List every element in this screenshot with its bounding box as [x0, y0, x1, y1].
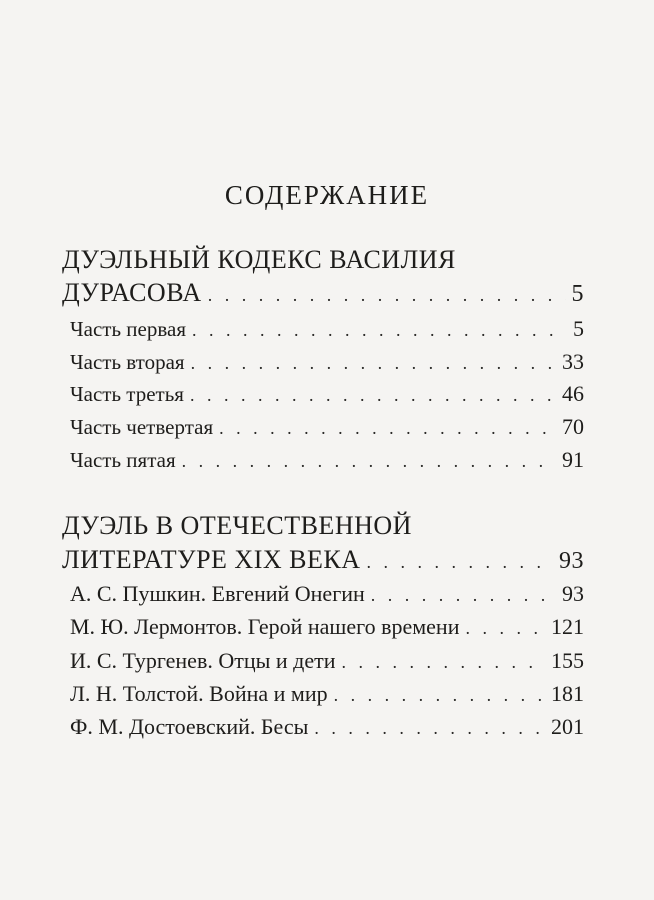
toc-entry[interactable]	[70, 681, 584, 707]
toc-page-number: 5	[573, 316, 584, 341]
toc-entry-label: Часть первая	[70, 317, 186, 341]
toc-entry-label: И. С. Тургенев. Отцы и дети	[70, 648, 336, 673]
toc-page-number: 155	[551, 648, 584, 673]
toc-page-number: 33	[562, 349, 584, 374]
toc-entry-label: М. Ю. Лермонтов. Герой нашего времени	[70, 614, 460, 639]
toc-entry-label: Ф. М. Достоевский. Бесы	[70, 714, 309, 739]
toc-entry-section-1[interactable]	[62, 278, 584, 308]
toc-entry-label: ЛИТЕРАТУРЕ XIX ВЕКА	[62, 545, 361, 574]
toc-entry[interactable]	[70, 648, 584, 674]
dot-leader	[182, 451, 556, 472]
toc-page-number: 70	[562, 414, 584, 439]
toc-page-number: 46	[562, 381, 584, 406]
toc-page-number: 121	[551, 614, 584, 639]
toc-entry[interactable]	[70, 581, 584, 607]
toc-entry[interactable]	[70, 414, 584, 440]
toc-page-number: 91	[562, 447, 584, 472]
toc-entry[interactable]	[70, 714, 584, 740]
toc-page-number: 93	[559, 548, 584, 574]
dot-leader	[314, 718, 545, 739]
dot-leader	[342, 652, 545, 673]
toc-entry[interactable]	[70, 447, 584, 473]
dot-leader	[190, 385, 556, 406]
dot-leader	[366, 552, 553, 573]
toc-entry-label: ДУРАСОВА	[62, 278, 202, 307]
toc-entry[interactable]	[70, 349, 584, 375]
section-heading-1: ДУЭЛЬНЫЙ КОДЕКС ВАСИЛИЯ	[62, 245, 456, 274]
toc-entry-label: А. С. Пушкин. Евгений Онегин	[70, 581, 365, 606]
toc-entry[interactable]	[70, 316, 584, 342]
toc-page-number: 5	[571, 281, 584, 307]
dot-leader	[334, 685, 545, 706]
toc-entry[interactable]	[70, 614, 584, 640]
toc-entry-label: Часть третья	[70, 382, 184, 406]
dot-leader	[192, 320, 567, 341]
toc-entry[interactable]	[70, 381, 584, 407]
toc-entry-label: Часть вторая	[70, 350, 185, 374]
toc-page-number: 93	[562, 581, 584, 606]
toc-entry-label: Л. Н. Толстой. Война и мир	[70, 681, 328, 706]
toc-page-number: 181	[551, 681, 584, 706]
section-heading-2: ДУЭЛЬ В ОТЕЧЕСТВЕННОЙ	[62, 511, 412, 540]
toc-entry-section-2[interactable]	[62, 545, 584, 575]
toc-page-number: 201	[551, 714, 584, 739]
dot-leader	[191, 353, 556, 374]
toc-entry-label: Часть четвертая	[70, 415, 214, 439]
dot-leader	[208, 285, 566, 306]
dot-leader	[219, 418, 556, 439]
dot-leader	[371, 585, 556, 606]
dot-leader	[465, 618, 545, 639]
toc-entry-label: Часть пятая	[70, 448, 176, 472]
page-title: СОДЕРЖАНИЕ	[224, 180, 430, 210]
